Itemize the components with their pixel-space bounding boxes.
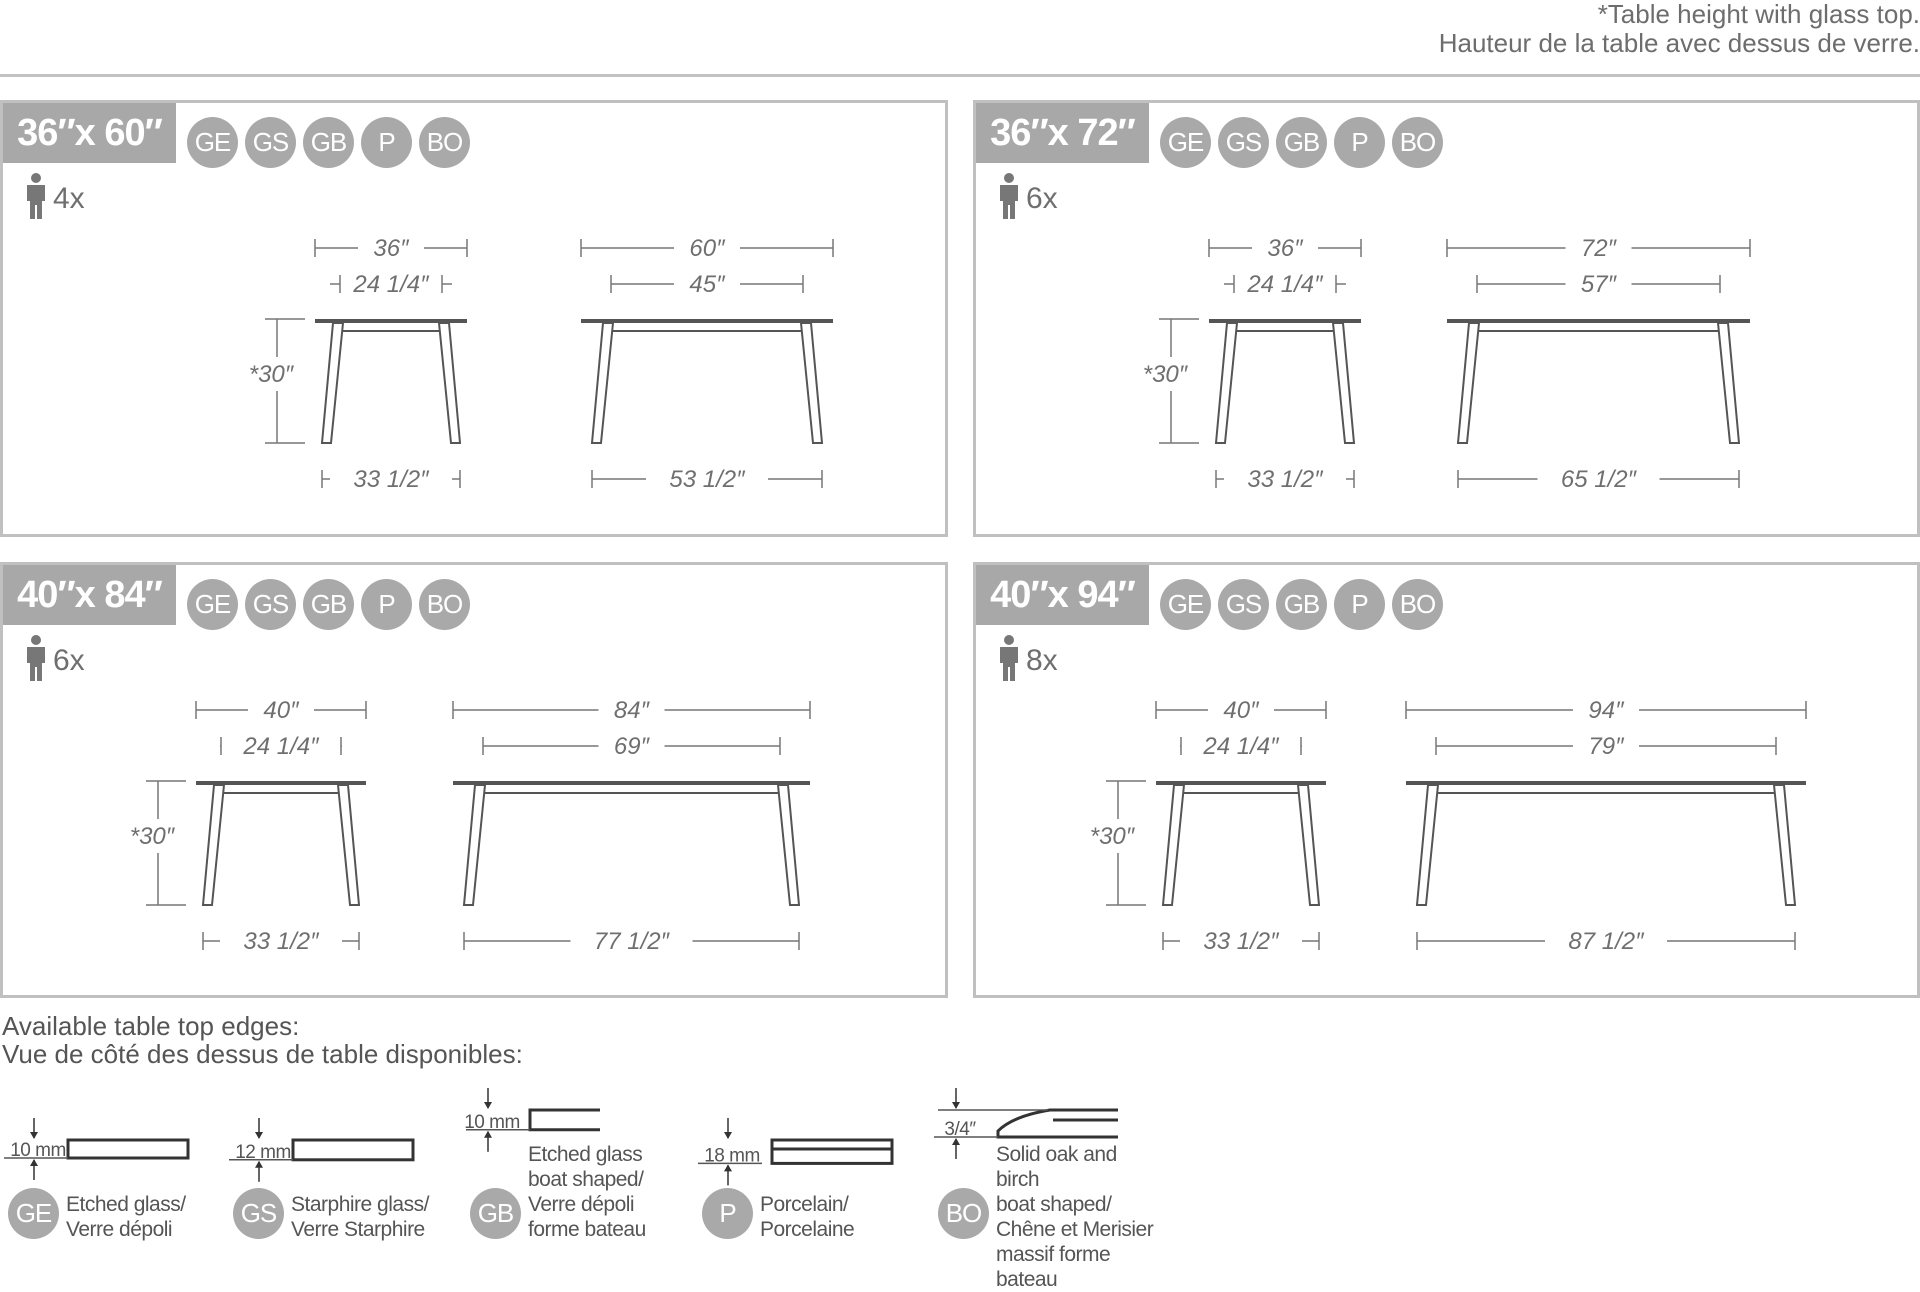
side-foot-dim-label: 77 1/2″ [593,928,670,955]
end-width-dim [1209,235,1361,262]
side-length-dim [581,235,833,262]
seat-count: 8x [1026,644,1058,677]
edge-badge-p: P [1334,117,1385,168]
edge-slab [68,1140,188,1158]
edge-badge-bo: BO [938,1188,989,1239]
edge-badge-gb: GB [303,579,354,630]
end-width-dim-label: 40″ [1223,697,1259,724]
side-foot-dim [592,466,822,493]
end-foot-dim [1216,466,1354,493]
side-foot-dim [1417,928,1795,955]
end-inner-width-dim-label: 24 1/4″ [1247,271,1323,298]
height-dim-label: *30″ [248,361,294,388]
end-inner-width-dim-label: 24 1/4″ [1203,733,1279,760]
edge-badge-ge: GE [1160,117,1211,168]
edge-badge-p: P [702,1188,753,1239]
edge-profile-bo [930,1080,1160,1291]
note-line-fr: Hauteur de la table avec dessus de verre. [1438,28,1920,58]
end-leg-left [1163,785,1184,905]
thickness-label: 12 mm [235,1141,291,1163]
side-length-dim [1447,235,1750,262]
edge-slab [293,1140,413,1160]
side-leg-left [1458,323,1479,443]
side-length-dim-label: 94″ [1588,697,1624,724]
edge-section-drawing [0,1080,230,1170]
edge-description-line: Verre dépoli [528,1193,635,1216]
height-dim [1143,319,1199,443]
end-foot-dim-label: 33 1/2″ [353,466,429,493]
end-view [1143,235,1361,493]
edge-badge-bo: BO [419,117,470,168]
edge-profile-gb [462,1080,692,1240]
side-view [1447,235,1750,493]
side-view [453,697,810,955]
edge-profile-ge [0,1080,230,1240]
side-view [1406,697,1806,955]
edge-badge-ge: GE [187,579,238,630]
thickness-label: 3/4″ [944,1119,976,1140]
edge-badge-gb: GB [1276,117,1327,168]
side-tabletop [453,781,810,785]
edge-badge-p: P [1334,579,1385,630]
side-tabletop [1447,319,1750,323]
edge-section-drawing [694,1080,924,1170]
end-leg-right [338,785,359,905]
side-foot-dim [464,928,799,955]
edge-description-line: Chêne et Merisier [996,1218,1154,1241]
end-inner-width-dim [1224,271,1346,298]
end-leg-left [322,323,343,443]
end-width-dim [196,697,366,724]
end-width-dim-label: 36″ [1267,235,1303,262]
edge-badge-gb: GB [1276,579,1327,630]
edge-badge-bo: BO [419,579,470,630]
edge-description [291,1192,429,1242]
table-drawing [976,103,1920,537]
end-leg-right [1333,323,1354,443]
edge-slab [530,1110,600,1130]
side-inner-length-dim-label: 45″ [689,271,725,298]
side-leg-left [592,323,613,443]
thickness-label: 10 mm [10,1140,66,1161]
height-dim [249,319,305,443]
edge-description-line: Porcelain/ [760,1193,849,1216]
end-foot-dim-label: 33 1/2″ [1247,466,1323,493]
edge-badge-gs: GS [245,579,296,630]
edge-badge-ge: GE [8,1188,59,1239]
thickness-marker [229,1118,293,1182]
end-inner-width-dim-label: 24 1/4″ [353,271,429,298]
edge-description-line: Etched glass [528,1143,643,1166]
side-tabletop [1406,781,1806,785]
side-leg-left [1417,785,1438,905]
thickness-marker [698,1118,762,1185]
side-foot-dim-label: 53 1/2″ [669,466,745,493]
edge-description-line: Starphire glass/ [291,1193,429,1216]
end-inner-width-dim [1180,733,1302,760]
edge-badge-gb: GB [470,1188,521,1239]
seat-count: 6x [53,644,85,677]
edge-badge-gs: GS [1218,579,1269,630]
side-leg-right [1718,323,1739,443]
end-width-dim [1156,697,1326,724]
height-dim [1090,781,1146,905]
edge-description [760,1192,854,1242]
side-foot-dim [1458,466,1739,493]
edge-description-line: Verre Starphire [291,1218,425,1241]
edge-badge-bo: BO [1392,579,1443,630]
height-dim [130,781,186,905]
edge-description [528,1142,646,1242]
edge-slab [998,1110,1118,1137]
end-foot-dim [203,928,359,955]
thickness-marker [4,1118,68,1180]
side-length-dim-label: 60″ [689,235,725,262]
edge-badge-gb: GB [303,117,354,168]
table-size-panel [973,562,1920,998]
edge-badge-p: P [361,579,412,630]
end-view [130,697,366,955]
side-inner-length-dim-label: 79″ [1588,733,1624,760]
thickness-marker [934,1088,998,1159]
edge-description [996,1142,1160,1292]
end-leg-left [203,785,224,905]
side-inner-length-dim [1477,271,1720,298]
side-inner-length-dim [483,733,780,760]
seat-count: 6x [1026,182,1058,215]
edge-badge-bo: BO [1392,117,1443,168]
side-leg-right [801,323,822,443]
end-foot-dim [1163,928,1319,955]
side-tabletop [581,319,833,323]
table-drawing [3,103,948,537]
edges-section-title [2,1012,523,1068]
edge-description-line: boat shaped/ [996,1193,1112,1216]
edge-slab [772,1140,892,1163]
end-leg-right [439,323,460,443]
note-line-en: *Table height with glass top. [1597,0,1920,29]
side-length-dim-label: 84″ [613,697,650,724]
side-leg-left [464,785,485,905]
end-leg-left [1216,323,1237,443]
thickness-label: 10 mm [464,1111,520,1133]
side-length-dim [1406,697,1806,724]
glass-top-note [1439,0,1920,58]
edge-section-drawing [225,1080,455,1170]
edge-description-line: Solid oak and birch [996,1143,1117,1191]
edge-description-line: Porcelaine [760,1218,855,1241]
size-tab: 40″x 94″ [976,565,1149,625]
side-length-dim-label: 72″ [1580,235,1617,262]
end-leg-right [1298,785,1319,905]
side-inner-length-dim-label: 57″ [1580,271,1617,298]
end-width-dim-label: 36″ [373,235,409,262]
edges-title-en: Available table top edges: [2,1011,300,1041]
size-tab: 36″x 72″ [976,103,1149,163]
end-view [1090,697,1326,955]
end-inner-width-dim-label: 24 1/4″ [243,733,319,760]
edge-badge-ge: GE [187,117,238,168]
height-dim-label: *30″ [1089,823,1135,850]
size-tab: 36″x 60″ [3,103,176,163]
end-foot-dim-label: 33 1/2″ [1203,928,1279,955]
height-dim-label: *30″ [1142,361,1188,388]
table-size-panel [0,562,948,998]
thickness-marker [464,1088,530,1152]
side-inner-length-dim [1436,733,1776,760]
side-leg-right [778,785,799,905]
edge-description-line: Etched glass/ [66,1193,186,1216]
edge-description-line: boat shaped/ [528,1168,644,1191]
edge-description-line: forme bateau [528,1218,646,1241]
end-width-dim-label: 40″ [263,697,299,724]
end-inner-width-dim [330,271,452,298]
side-foot-dim-label: 87 1/2″ [1568,928,1644,955]
edge-description-line: Verre dépoli [66,1218,173,1241]
end-inner-width-dim [220,733,342,760]
end-foot-dim [322,466,460,493]
table-drawing [3,565,948,998]
end-view [249,235,467,493]
side-length-dim [453,697,810,724]
edge-badge-gs: GS [245,117,296,168]
side-inner-length-dim [611,271,803,298]
table-size-panel [0,100,948,537]
table-drawing [976,565,1920,998]
side-view [581,235,833,493]
edge-profile-p [694,1080,924,1240]
thickness-label: 18 mm [704,1145,760,1167]
edge-profile-gs [225,1080,455,1240]
edges-title-fr: Vue de côté des dessus de table disponibles: [2,1039,523,1069]
size-tab: 40″x 84″ [3,565,176,625]
top-divider [0,74,1920,77]
end-foot-dim-label: 33 1/2″ [243,928,319,955]
side-foot-dim-label: 65 1/2″ [1560,466,1637,493]
edge-badge-p: P [361,117,412,168]
height-dim-label: *30″ [129,823,175,850]
edge-badge-ge: GE [1160,579,1211,630]
end-width-dim [315,235,467,262]
table-size-panel [973,100,1920,537]
seat-count: 4x [53,182,85,215]
side-inner-length-dim-label: 69″ [613,733,650,760]
edge-description [66,1192,186,1242]
edge-badge-gs: GS [233,1188,284,1239]
edge-description-line: massif forme bateau [996,1243,1111,1291]
edge-badge-gs: GS [1218,117,1269,168]
side-leg-right [1774,785,1795,905]
